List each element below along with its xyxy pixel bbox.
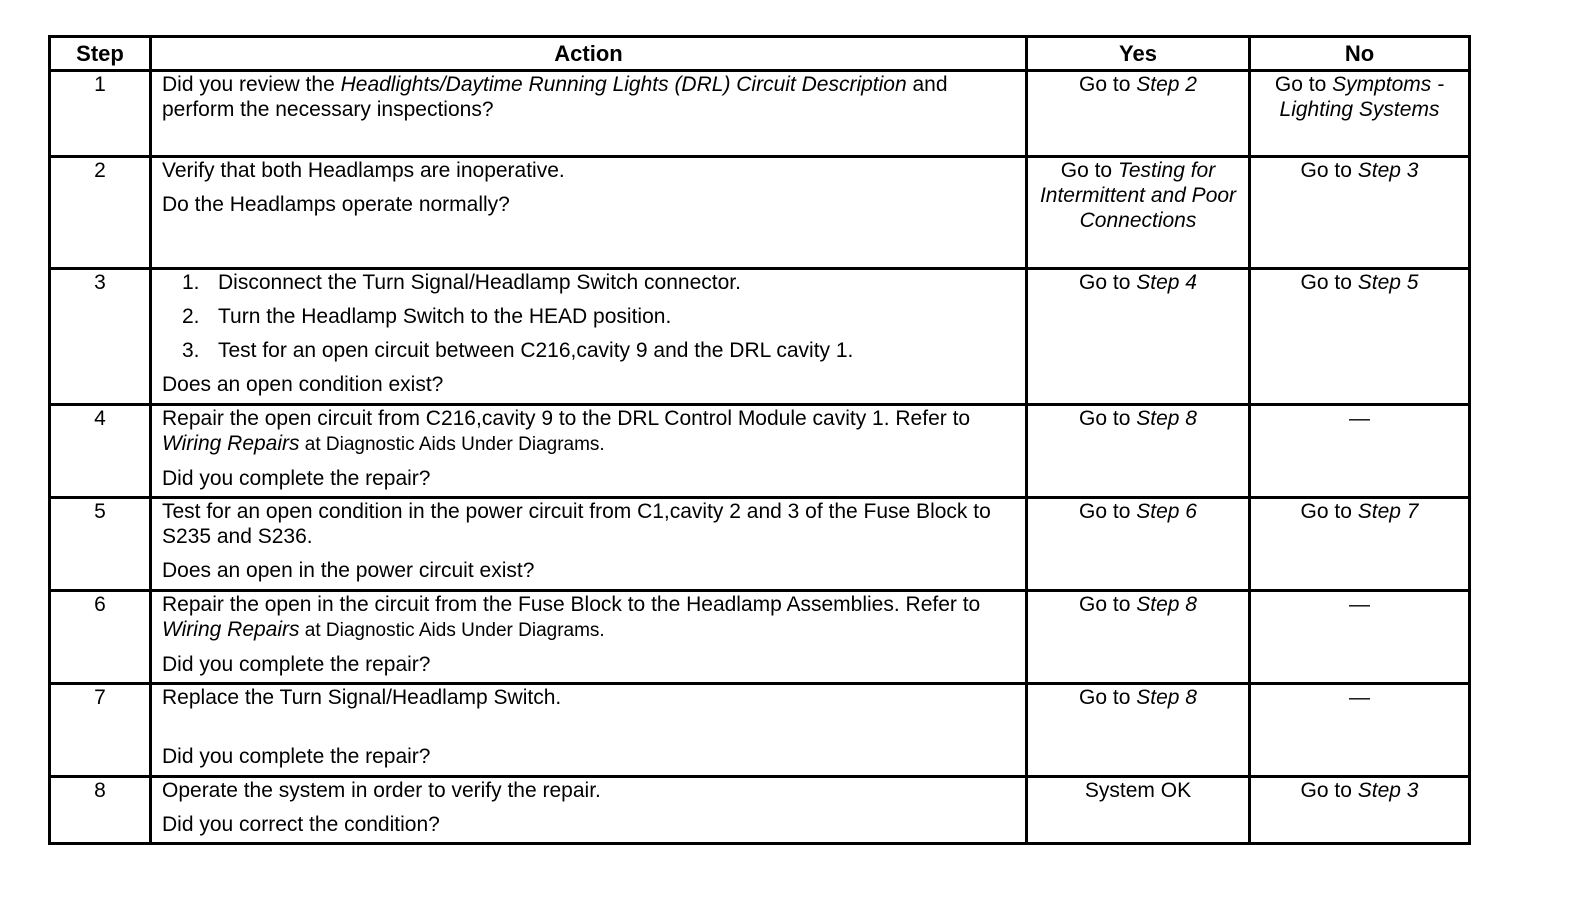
header-yes: Yes bbox=[1027, 37, 1250, 71]
action-text: Operate the system in order to verify the repair. bbox=[162, 779, 601, 802]
action-text: Repair the open in the circuit from the Fuse Block to the Headlamp Assemblies. Refer to Wiring Repairs at Diagnostic Aids Under Diagrams. bbox=[162, 593, 981, 641]
yes-cell: Go to Testing for Intermittent and Poor Connections bbox=[1027, 157, 1250, 269]
action-cell bbox=[151, 498, 1027, 591]
action-cell bbox=[151, 777, 1027, 844]
table-row bbox=[50, 157, 1470, 269]
action-text: Repair the open circuit from C216,cavity 9 to the DRL Control Module cavity 1. Refer to Wiring Repairs at Diagnostic Aids Under Diagrams. bbox=[162, 407, 971, 455]
table-row bbox=[50, 591, 1470, 684]
action-cell bbox=[151, 157, 1027, 269]
header-no: No bbox=[1250, 37, 1470, 71]
yes-cell: Go to Step 4 bbox=[1027, 269, 1250, 405]
yes-cell: Go to Step 6 bbox=[1027, 498, 1250, 591]
action-question: Did you complete the repair? bbox=[162, 467, 431, 490]
step-number: 1 bbox=[50, 71, 151, 157]
action-question: Did you complete the repair? bbox=[162, 653, 431, 676]
header-step: Step bbox=[50, 37, 151, 71]
yes-cell: Go to Step 8 bbox=[1027, 684, 1250, 777]
action-question: Does an open condition exist? bbox=[162, 373, 444, 396]
action-text: Replace the Turn Signal/Headlamp Switch. bbox=[162, 686, 562, 709]
action-text: Test for an open condition in the power circuit from C1,cavity 2 and 3 of the Fuse Block to S235 and S236. bbox=[162, 500, 991, 548]
action-question: Did you correct the condition? bbox=[162, 813, 440, 836]
step-number: 5 bbox=[50, 498, 151, 591]
step-number: 4 bbox=[50, 405, 151, 498]
table-row bbox=[50, 269, 1470, 405]
action-cell bbox=[151, 405, 1027, 498]
no-cell: Go to Step 5 bbox=[1250, 269, 1470, 405]
step-number: 3 bbox=[50, 269, 151, 405]
step-number: 2 bbox=[50, 157, 151, 269]
no-cell: Go to Step 3 bbox=[1250, 157, 1470, 269]
yes-cell: Go to Step 8 bbox=[1027, 591, 1250, 684]
no-cell: — bbox=[1250, 405, 1470, 498]
no-cell: — bbox=[1250, 684, 1470, 777]
action-cell bbox=[151, 71, 1027, 157]
no-cell: Go to Symptoms - Lighting Systems bbox=[1250, 71, 1470, 157]
step-number: 6 bbox=[50, 591, 151, 684]
action-text: Did you review the Headlights/Daytime Running Lights (DRL) Circuit Description and perform the necessary inspections? bbox=[162, 73, 948, 121]
action-question: Do the Headlamps operate normally? bbox=[162, 193, 510, 216]
action-question: Does an open in the power circuit exist? bbox=[162, 559, 535, 582]
action-cell bbox=[151, 684, 1027, 777]
action-text: Verify that both Headlamps are inoperative. bbox=[162, 159, 565, 182]
header-action: Action bbox=[151, 37, 1027, 71]
list-item: 2. Turn the Headlamp Switch to the HEAD position. bbox=[182, 305, 672, 328]
yes-cell: Go to Step 2 bbox=[1027, 71, 1250, 157]
list-item: 3. Test for an open circuit between C216,cavity 9 and the DRL cavity 1. bbox=[182, 339, 854, 362]
table-row bbox=[50, 684, 1470, 777]
step-number: 8 bbox=[50, 777, 151, 844]
diagnostic-table bbox=[48, 35, 1471, 845]
action-question: Did you complete the repair? bbox=[162, 745, 431, 768]
yes-cell: System OK bbox=[1027, 777, 1250, 844]
table-row bbox=[50, 405, 1470, 498]
no-cell: Go to Step 7 bbox=[1250, 498, 1470, 591]
step-number: 7 bbox=[50, 684, 151, 777]
sub-steps bbox=[162, 270, 1015, 363]
no-cell: — bbox=[1250, 591, 1470, 684]
yes-cell: Go to Step 8 bbox=[1027, 405, 1250, 498]
list-item: 1. Disconnect the Turn Signal/Headlamp Switch connector. bbox=[182, 271, 741, 294]
table-row bbox=[50, 777, 1470, 844]
no-cell: Go to Step 3 bbox=[1250, 777, 1470, 844]
action-cell bbox=[151, 591, 1027, 684]
table-row bbox=[50, 498, 1470, 591]
action-cell bbox=[151, 269, 1027, 405]
table-row bbox=[50, 71, 1470, 157]
header-row bbox=[50, 37, 1470, 71]
